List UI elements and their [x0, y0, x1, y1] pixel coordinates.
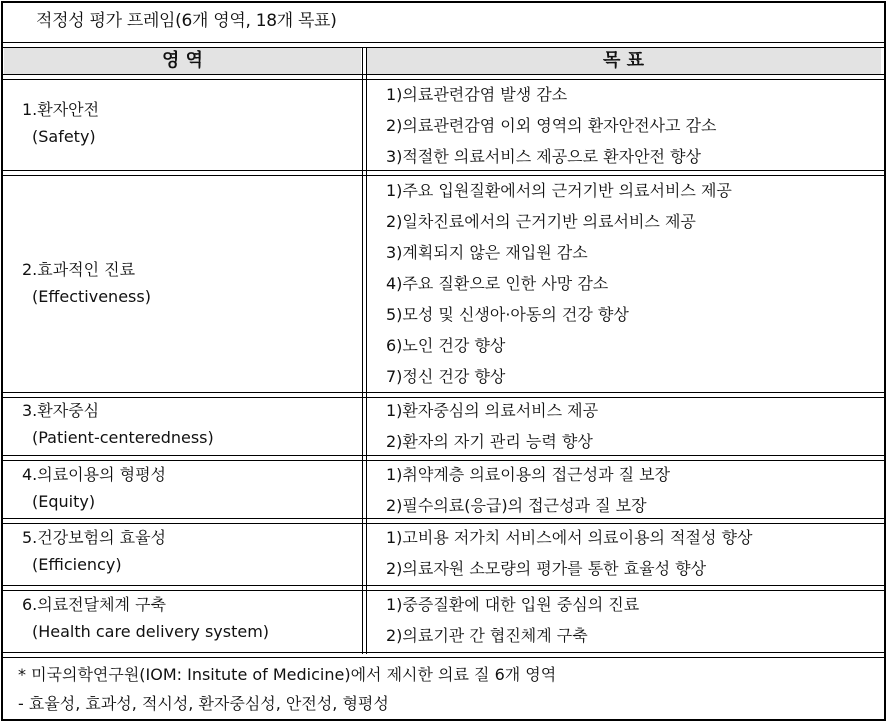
goal-item: 3)계획되지 않은 재입원 감소 [386, 243, 588, 262]
header-area: 영 역 [4, 48, 361, 74]
area-label-ko: 3.환자중심 [22, 401, 100, 420]
footnote-line-2: - 효율성, 효과성, 적시성, 환자중심성, 안전성, 형평성 [18, 694, 389, 713]
goal-item: 1)중증질환에 대한 입원 중심의 진료 [386, 595, 640, 614]
area-equity [22, 461, 166, 515]
area-label-en: (Health care delivery system) [32, 622, 270, 641]
goal-list-effectiveness [386, 175, 732, 392]
table-bottom-rule [3, 652, 886, 658]
goal-item: 1)주요 입원질환에서의 근거기반 의료서비스 제공 [386, 181, 732, 200]
area-label-en: (Equity) [32, 492, 96, 511]
goal-item: 2)의료자원 소모량의 평가를 통한 효율성 향상 [386, 559, 707, 578]
goal-item: 3)적절한 의료서비스 제공으로 환자안전 향상 [386, 147, 701, 166]
header-goal: 목 표 [366, 48, 881, 74]
area-label-en: (Patient-centeredness) [32, 428, 214, 447]
area-label-ko: 5.건강보험의 효율성 [22, 528, 166, 547]
goal-item: 4)주요 질환으로 인한 사망 감소 [386, 274, 609, 293]
area-label-ko: 1.환자안전 [22, 100, 100, 119]
goal-item: 7)정신 건강 향상 [386, 367, 506, 386]
goal-list-patient-centeredness [386, 395, 598, 457]
area-delivery-system [22, 591, 269, 645]
goal-item: 1)환자중심의 의료서비스 제공 [386, 401, 599, 420]
area-safety [22, 96, 99, 150]
goal-item: 1)취약계층 의료이용의 접근성과 질 보장 [386, 465, 671, 484]
goal-list-delivery-system [386, 589, 639, 651]
footnote-line-1: * 미국의학연구원(IOM: Insitute of Medicine)에서 제시한 의료 질 6개 영역 [18, 665, 557, 684]
goal-item: 1)고비용 저가치 서비스에서 의료이용의 적절성 향상 [386, 528, 753, 547]
area-efficiency [22, 524, 166, 578]
goal-item: 1)의료관련감염 발생 감소 [386, 85, 568, 104]
column-separator [362, 48, 367, 654]
area-effectiveness [22, 256, 151, 310]
area-label-en: (Safety) [32, 127, 96, 146]
goal-item: 5)모성 및 신생아·아동의 건강 향상 [386, 305, 629, 324]
area-label-en: (Effectiveness) [32, 287, 151, 306]
goal-list-equity [386, 459, 670, 521]
goal-item: 2)의료관련감염 이외 영역의 환자안전사고 감소 [386, 116, 717, 135]
goal-item: 6)노인 건강 향상 [386, 336, 506, 355]
table-title: 적정성 평가 프레임(6개 영역, 18개 목표) [36, 11, 337, 31]
goal-list-safety [386, 79, 716, 172]
area-label-en: (Efficiency) [32, 555, 122, 574]
goal-item: 2)일차진료에서의 근거기반 의료서비스 제공 [386, 212, 696, 231]
area-label-ko: 2.효과적인 진료 [22, 260, 136, 279]
goal-item: 2)필수의료(응급)의 접근성과 질 보장 [386, 496, 647, 515]
area-label-ko: 4.의료이용의 형평성 [22, 465, 166, 484]
goal-list-efficiency [386, 522, 752, 584]
goal-item: 2)환자의 자기 관리 능력 향상 [386, 432, 593, 451]
area-patient-centeredness [22, 397, 214, 451]
area-label-ko: 6.의료전달체계 구축 [22, 595, 166, 614]
goal-item: 2)의료기관 간 협진체계 구축 [386, 626, 588, 645]
